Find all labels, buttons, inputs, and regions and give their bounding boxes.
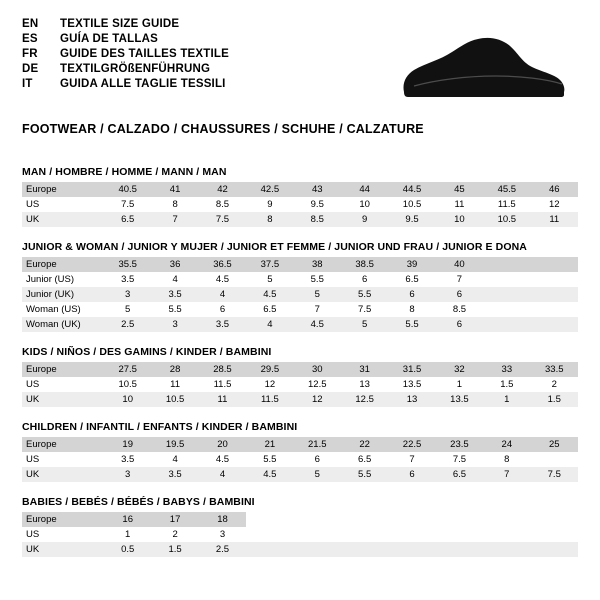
table-row xyxy=(22,467,578,482)
cell: 6.5 xyxy=(341,452,388,467)
language-row-de xyxy=(22,63,229,78)
cell: 1.5 xyxy=(151,542,198,557)
row-label: Junior (US) xyxy=(22,272,104,287)
cell: 35.5 xyxy=(104,257,151,272)
cell-empty xyxy=(294,512,341,527)
cell: 40 xyxy=(436,257,483,272)
cell: 3 xyxy=(151,317,198,332)
cell: 3 xyxy=(199,527,246,542)
cell: 5.5 xyxy=(151,302,198,317)
cell: 2 xyxy=(531,377,578,392)
cell: 4 xyxy=(151,272,198,287)
size-block-man xyxy=(22,166,578,227)
cell: 6 xyxy=(388,467,435,482)
cell: 25 xyxy=(531,437,578,452)
cell: 4 xyxy=(199,287,246,302)
row-label: US xyxy=(22,197,104,212)
cell: 42 xyxy=(199,182,246,197)
block-title-children: CHILDREN / INFANTIL / ENFANTS / KINDER / BAMBINI xyxy=(22,421,298,433)
size-blocks xyxy=(22,166,578,557)
cell: 12 xyxy=(246,377,293,392)
size-table-junior-woman-body xyxy=(22,257,578,332)
cell: 2.5 xyxy=(104,317,151,332)
cell: 42.5 xyxy=(246,182,293,197)
size-block-children xyxy=(22,421,578,482)
language-code-en: EN xyxy=(22,18,39,30)
language-title-list xyxy=(22,18,229,93)
cell: 10 xyxy=(436,212,483,227)
cell: 3.5 xyxy=(104,272,151,287)
cell: 38 xyxy=(294,257,341,272)
cell xyxy=(483,317,530,332)
cell: 7.5 xyxy=(436,452,483,467)
cell: 4.5 xyxy=(199,272,246,287)
cell: 44.5 xyxy=(388,182,435,197)
cell: 3 xyxy=(104,467,151,482)
category-title: FOOTWEAR / CALZADO / CHAUSSURES / SCHUHE / CALZATURE xyxy=(22,122,424,136)
size-table-junior-woman xyxy=(22,257,578,332)
size-table-babies xyxy=(22,512,578,557)
row-label: UK xyxy=(22,542,104,557)
cell-empty xyxy=(436,512,483,527)
cell xyxy=(531,287,578,302)
cell: 7 xyxy=(294,302,341,317)
cell: 10.5 xyxy=(388,197,435,212)
cell: 8 xyxy=(388,302,435,317)
dress-shoe-icon xyxy=(396,34,566,104)
cell: 11 xyxy=(151,377,198,392)
cell: 11 xyxy=(436,197,483,212)
cell-empty xyxy=(246,527,293,542)
cell: 32 xyxy=(436,362,483,377)
cell: 6 xyxy=(294,452,341,467)
cell: 11 xyxy=(199,392,246,407)
cell: 12.5 xyxy=(341,392,388,407)
cell xyxy=(531,452,578,467)
cell: 4 xyxy=(151,452,198,467)
cell: 22 xyxy=(341,437,388,452)
size-block-kids xyxy=(22,346,578,407)
table-row xyxy=(22,182,578,197)
cell: 38.5 xyxy=(341,257,388,272)
cell xyxy=(531,272,578,287)
row-label: US xyxy=(22,527,104,542)
cell: 16 xyxy=(104,512,151,527)
cell: 1.5 xyxy=(483,377,530,392)
row-label: Europe xyxy=(22,182,104,197)
table-row xyxy=(22,512,578,527)
cell: 1 xyxy=(483,392,530,407)
cell: 10 xyxy=(104,392,151,407)
cell: 4.5 xyxy=(199,452,246,467)
table-row xyxy=(22,287,578,302)
cell: 8.5 xyxy=(436,302,483,317)
cell: 6.5 xyxy=(246,302,293,317)
cell: 1 xyxy=(104,527,151,542)
cell: 9 xyxy=(246,197,293,212)
block-title-kids: KIDS / NIÑOS / DES GAMINS / KINDER / BAMBINI xyxy=(22,346,272,358)
size-block-babies xyxy=(22,496,578,557)
cell: 33 xyxy=(483,362,530,377)
cell: 31 xyxy=(341,362,388,377)
language-code-it: IT xyxy=(22,78,33,90)
cell: 27.5 xyxy=(104,362,151,377)
cell: 4 xyxy=(199,467,246,482)
size-table-babies-body xyxy=(22,512,578,557)
language-row-en xyxy=(22,18,229,33)
table-row xyxy=(22,452,578,467)
block-title-babies: BABIES / BEBÉS / BÉBÉS / BABYS / BAMBINI xyxy=(22,496,255,508)
cell-empty xyxy=(388,542,435,557)
language-row-es xyxy=(22,33,229,48)
table-row xyxy=(22,302,578,317)
cell: 6.5 xyxy=(436,467,483,482)
cell: 6 xyxy=(436,317,483,332)
cell-empty xyxy=(246,512,293,527)
table-row xyxy=(22,212,578,227)
table-row xyxy=(22,437,578,452)
size-table-children xyxy=(22,437,578,482)
cell: 6.5 xyxy=(104,212,151,227)
cell: 6 xyxy=(436,287,483,302)
row-label: UK xyxy=(22,212,104,227)
cell: 7 xyxy=(436,272,483,287)
row-label: Europe xyxy=(22,362,104,377)
row-label: UK xyxy=(22,467,104,482)
cell: 5.5 xyxy=(341,287,388,302)
cell: 30 xyxy=(294,362,341,377)
cell: 40.5 xyxy=(104,182,151,197)
cell: 19.5 xyxy=(151,437,198,452)
cell: 8 xyxy=(246,212,293,227)
language-code-fr: FR xyxy=(22,48,38,60)
cell xyxy=(483,257,530,272)
row-label: Woman (US) xyxy=(22,302,104,317)
cell: 7.5 xyxy=(341,302,388,317)
cell: 44 xyxy=(341,182,388,197)
cell: 9 xyxy=(341,212,388,227)
cell: 8.5 xyxy=(199,197,246,212)
cell: 5.5 xyxy=(294,272,341,287)
cell: 0.5 xyxy=(104,542,151,557)
cell: 21 xyxy=(246,437,293,452)
cell: 45 xyxy=(436,182,483,197)
row-label: Europe xyxy=(22,437,104,452)
cell-empty xyxy=(341,542,388,557)
row-label: Europe xyxy=(22,257,104,272)
cell-empty xyxy=(483,527,530,542)
cell: 36 xyxy=(151,257,198,272)
language-code-de: DE xyxy=(22,63,39,75)
cell: 6.5 xyxy=(388,272,435,287)
cell: 28.5 xyxy=(199,362,246,377)
cell: 4.5 xyxy=(246,467,293,482)
cell: 5.5 xyxy=(246,452,293,467)
cell-empty xyxy=(341,512,388,527)
cell: 7.5 xyxy=(104,197,151,212)
cell xyxy=(531,317,578,332)
table-row xyxy=(22,257,578,272)
table-row xyxy=(22,542,578,557)
language-title-list-body xyxy=(22,18,229,93)
cell: 4.5 xyxy=(246,287,293,302)
cell: 3 xyxy=(104,287,151,302)
cell: 5 xyxy=(104,302,151,317)
cell: 10.5 xyxy=(151,392,198,407)
cell: 8 xyxy=(483,452,530,467)
cell-empty xyxy=(483,542,530,557)
cell: 2.5 xyxy=(199,542,246,557)
cell: 17 xyxy=(151,512,198,527)
cell: 9.5 xyxy=(388,212,435,227)
cell: 10.5 xyxy=(483,212,530,227)
language-title-es: GUÍA DE TALLAS xyxy=(60,33,158,45)
size-table-children-body xyxy=(22,437,578,482)
cell: 7 xyxy=(483,467,530,482)
cell: 11 xyxy=(531,212,578,227)
language-code-es: ES xyxy=(22,33,38,45)
cell: 4 xyxy=(246,317,293,332)
cell: 3.5 xyxy=(104,452,151,467)
cell: 11.5 xyxy=(246,392,293,407)
cell-empty xyxy=(483,512,530,527)
table-row xyxy=(22,377,578,392)
cell: 20 xyxy=(199,437,246,452)
cell xyxy=(483,272,530,287)
cell: 12 xyxy=(294,392,341,407)
language-row-fr xyxy=(22,48,229,63)
language-title-it: GUIDA ALLE TAGLIE TESSILI xyxy=(60,78,226,90)
cell: 5 xyxy=(294,287,341,302)
cell: 5 xyxy=(246,272,293,287)
cell: 8 xyxy=(151,197,198,212)
cell: 37.5 xyxy=(246,257,293,272)
cell: 7 xyxy=(388,452,435,467)
cell: 10 xyxy=(341,197,388,212)
size-table-kids-body xyxy=(22,362,578,407)
row-label: US xyxy=(22,377,104,392)
cell: 11.5 xyxy=(483,197,530,212)
cell-empty xyxy=(341,527,388,542)
cell: 5 xyxy=(341,317,388,332)
cell: 43 xyxy=(294,182,341,197)
size-table-man-body xyxy=(22,182,578,227)
cell: 5 xyxy=(294,467,341,482)
cell-empty xyxy=(436,527,483,542)
cell: 12 xyxy=(531,197,578,212)
language-title-en: TEXTILE SIZE GUIDE xyxy=(60,18,180,30)
table-row xyxy=(22,197,578,212)
cell: 1.5 xyxy=(531,392,578,407)
cell: 7 xyxy=(151,212,198,227)
language-title-de: TEXTILGRÖßENFÜHRUNG xyxy=(60,63,211,75)
cell: 4.5 xyxy=(294,317,341,332)
cell xyxy=(483,302,530,317)
cell: 18 xyxy=(199,512,246,527)
cell: 24 xyxy=(483,437,530,452)
cell: 7.5 xyxy=(531,467,578,482)
language-row-it xyxy=(22,78,229,93)
cell: 6 xyxy=(341,272,388,287)
cell: 28 xyxy=(151,362,198,377)
row-label: Europe xyxy=(22,512,104,527)
table-row xyxy=(22,272,578,287)
table-row xyxy=(22,362,578,377)
table-row xyxy=(22,317,578,332)
cell: 2 xyxy=(151,527,198,542)
cell xyxy=(483,287,530,302)
cell-empty xyxy=(531,512,578,527)
cell-empty xyxy=(294,527,341,542)
cell: 29.5 xyxy=(246,362,293,377)
row-label: UK xyxy=(22,392,104,407)
cell: 23.5 xyxy=(436,437,483,452)
cell: 41 xyxy=(151,182,198,197)
cell: 3.5 xyxy=(151,467,198,482)
cell: 22.5 xyxy=(388,437,435,452)
size-table-kids xyxy=(22,362,578,407)
cell: 6 xyxy=(199,302,246,317)
block-title-junior-woman: JUNIOR & WOMAN / JUNIOR Y MUJER / JUNIOR ET FEMME / JUNIOR UND FRAU / JUNIOR E DONA xyxy=(22,241,527,253)
cell: 10.5 xyxy=(104,377,151,392)
cell-empty xyxy=(388,527,435,542)
table-row xyxy=(22,527,578,542)
cell: 6 xyxy=(388,287,435,302)
cell-empty xyxy=(436,542,483,557)
cell: 36.5 xyxy=(199,257,246,272)
cell: 8.5 xyxy=(294,212,341,227)
cell-empty xyxy=(388,512,435,527)
row-label: Woman (UK) xyxy=(22,317,104,332)
cell: 7.5 xyxy=(199,212,246,227)
cell xyxy=(531,302,578,317)
cell: 12.5 xyxy=(294,377,341,392)
block-title-man: MAN / HOMBRE / HOMME / MANN / MAN xyxy=(22,166,227,178)
cell: 31.5 xyxy=(388,362,435,377)
cell-empty xyxy=(294,542,341,557)
cell: 46 xyxy=(531,182,578,197)
cell: 13 xyxy=(341,377,388,392)
cell: 21.5 xyxy=(294,437,341,452)
cell: 11.5 xyxy=(199,377,246,392)
cell: 13 xyxy=(388,392,435,407)
size-block-junior-woman xyxy=(22,241,578,332)
cell: 5.5 xyxy=(341,467,388,482)
row-label: US xyxy=(22,452,104,467)
cell xyxy=(531,257,578,272)
cell: 1 xyxy=(436,377,483,392)
header xyxy=(22,18,578,110)
cell: 5.5 xyxy=(388,317,435,332)
cell: 3.5 xyxy=(151,287,198,302)
cell: 19 xyxy=(104,437,151,452)
cell-empty xyxy=(531,542,578,557)
cell: 33.5 xyxy=(531,362,578,377)
size-table-man xyxy=(22,182,578,227)
table-row xyxy=(22,392,578,407)
language-title-fr: GUIDE DES TAILLES TEXTILE xyxy=(60,48,229,60)
cell: 39 xyxy=(388,257,435,272)
cell-empty xyxy=(531,527,578,542)
cell-empty xyxy=(246,542,293,557)
cell: 3.5 xyxy=(199,317,246,332)
cell: 13.5 xyxy=(436,392,483,407)
cell: 45.5 xyxy=(483,182,530,197)
row-label: Junior (UK) xyxy=(22,287,104,302)
cell: 13.5 xyxy=(388,377,435,392)
cell: 9.5 xyxy=(294,197,341,212)
